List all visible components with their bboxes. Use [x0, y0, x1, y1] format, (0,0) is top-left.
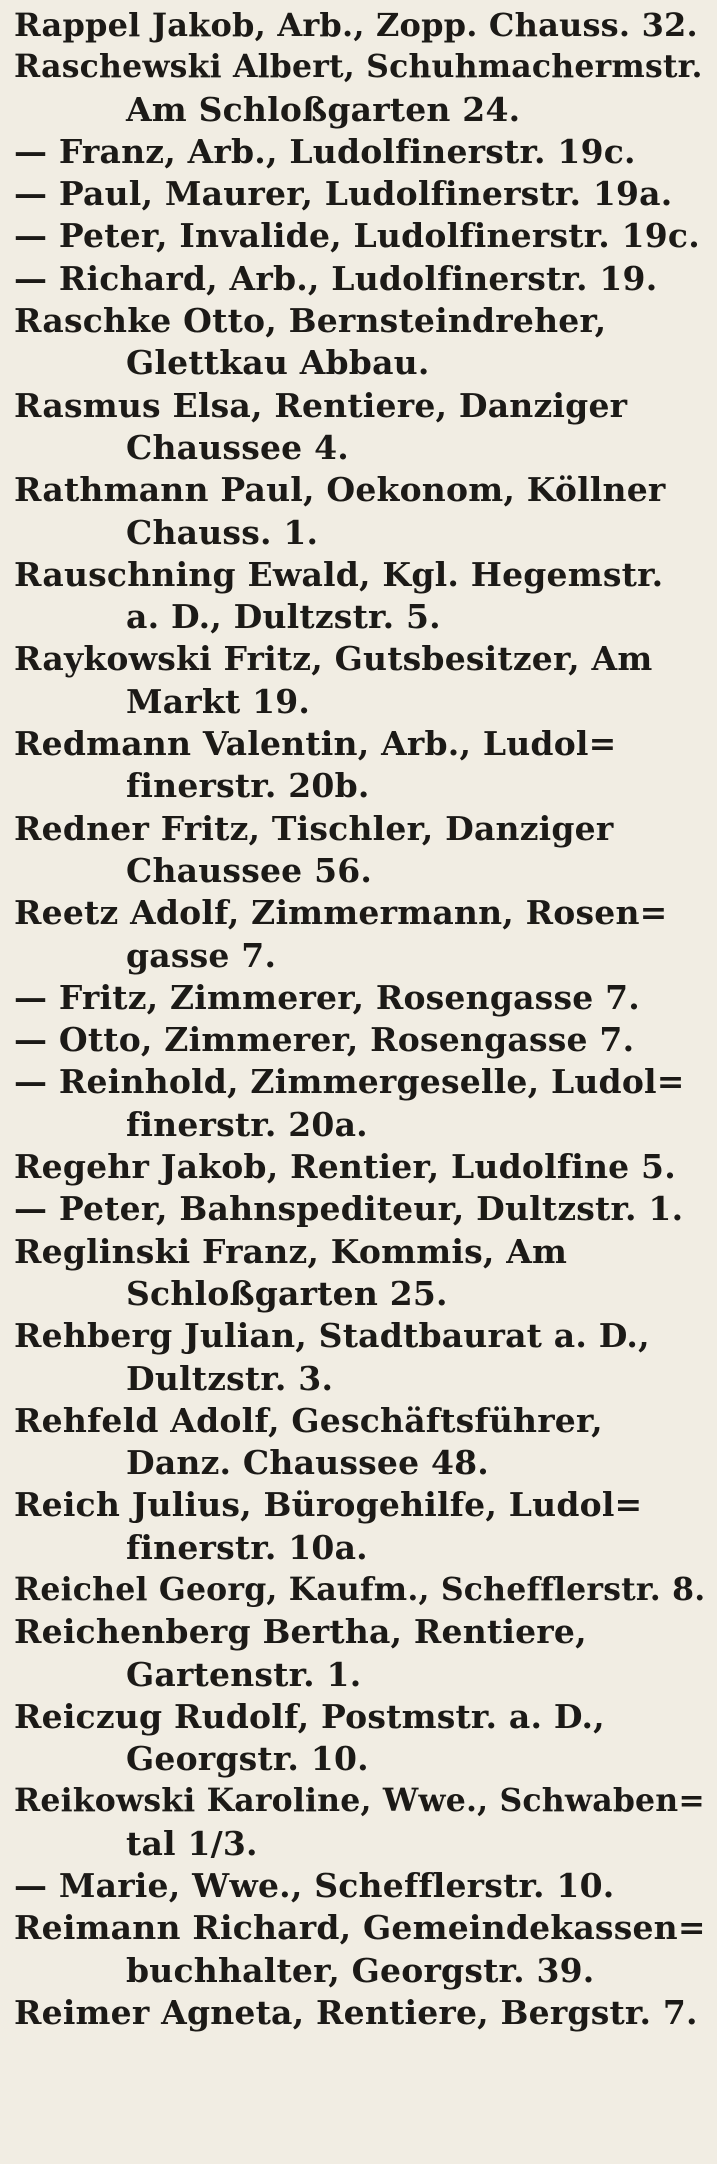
entry-line: Reichenberg Bertha, Rentiere,: [14, 1612, 587, 1652]
entry-continuation-line: Chauss. 1.: [126, 512, 319, 552]
entry-continuation-line: buchhalter, Georgstr. 39.: [126, 1950, 595, 1990]
entry-line: Reetz Adolf, Zimmermann, Rosen=: [14, 893, 668, 933]
entry-continuation-line: Chaussee 56.: [126, 850, 373, 890]
entry-line: — Otto, Zimmerer, Rosengasse 7.: [14, 1020, 635, 1060]
entry-line: — Marie, Wwe., Schefflerstr. 10.: [14, 1866, 615, 1906]
entry-line: Reich Julius, Bürogehilfe, Ludol=: [14, 1485, 643, 1525]
entry-continuation-line: Chaussee 4.: [126, 427, 349, 467]
entry-line: Reimer Agneta, Rentiere, Bergstr. 7.: [14, 1992, 698, 2032]
entry-line: Rehfeld Adolf, Geschäftsführer,: [14, 1400, 603, 1440]
entry-line: — Fritz, Zimmerer, Rosengasse 7.: [14, 977, 640, 1017]
entry-line: Rathmann Paul, Oekonom, Köllner: [14, 470, 666, 510]
entry-line: Rehberg Julian, Stadtbaurat a. D.,: [14, 1316, 650, 1356]
entry-continuation-line: Glettkau Abbau.: [126, 343, 430, 383]
entry-line: Reimann Richard, Gemeindekassen=: [14, 1908, 706, 1948]
entry-continuation-line: Am Schloßgarten 24.: [126, 89, 521, 129]
entry-continuation-line: Georgstr. 10.: [126, 1739, 369, 1779]
entry-line: Reikowski Karoline, Wwe., Schwaben=: [14, 1782, 705, 1820]
entry-continuation-line: finerstr. 20a.: [126, 1104, 368, 1144]
entry-line: Rappel Jakob, Arb., Zopp. Chauss. 32.: [14, 6, 698, 44]
entry-line: Reglinski Franz, Kommis, Am: [14, 1231, 568, 1271]
entry-continuation-line: Gartenstr. 1.: [126, 1654, 362, 1694]
entry-continuation-line: finerstr. 20b.: [126, 766, 370, 806]
entry-line: — Paul, Maurer, Ludolfinerstr. 19a.: [14, 174, 673, 214]
entry-line: — Reinhold, Zimmergeselle, Ludol=: [14, 1062, 685, 1102]
entry-line: Raykowski Fritz, Gutsbesitzer, Am: [14, 639, 653, 679]
entry-line: Regehr Jakob, Rentier, Ludolfine 5.: [14, 1147, 676, 1187]
entry-continuation-line: a. D., Dultzstr. 5.: [126, 597, 441, 637]
entry-line: Reichel Georg, Kaufm., Schefflerstr. 8.: [14, 1570, 706, 1608]
entry-line: Rauschning Ewald, Kgl. Hegemstr.: [14, 554, 664, 594]
entry-continuation-line: Danz. Chaussee 48.: [126, 1443, 489, 1483]
entry-line: — Franz, Arb., Ludolfinerstr. 19c.: [14, 131, 636, 171]
entry-continuation-line: tal 1/3.: [126, 1823, 258, 1863]
entry-line: — Peter, Bahnspediteur, Dultzstr. 1.: [14, 1189, 684, 1229]
entry-line: — Peter, Invalide, Ludolfinerstr. 19c.: [14, 216, 700, 256]
entry-continuation-line: finerstr. 10a.: [126, 1527, 368, 1567]
entry-continuation-line: Markt 19.: [126, 681, 311, 721]
entry-continuation-line: Schloßgarten 25.: [126, 1273, 448, 1313]
entry-line: — Richard, Arb., Ludolfinerstr. 19.: [14, 258, 658, 298]
entry-line: Redner Fritz, Tischler, Danziger: [14, 808, 614, 848]
entry-continuation-line: Dultzstr. 3.: [126, 1358, 334, 1398]
entry-line: Raschewski Albert, Schuhmachermstr.: [14, 48, 703, 86]
entry-line: Rasmus Elsa, Rentiere, Danziger: [14, 385, 628, 425]
entry-continuation-line: gasse 7.: [126, 935, 277, 975]
entry-line: Reiczug Rudolf, Postmstr. a. D.,: [14, 1696, 605, 1736]
entry-line: Redmann Valentin, Arb., Ludol=: [14, 724, 617, 764]
entry-line: Raschke Otto, Bernsteindreher,: [14, 301, 607, 341]
